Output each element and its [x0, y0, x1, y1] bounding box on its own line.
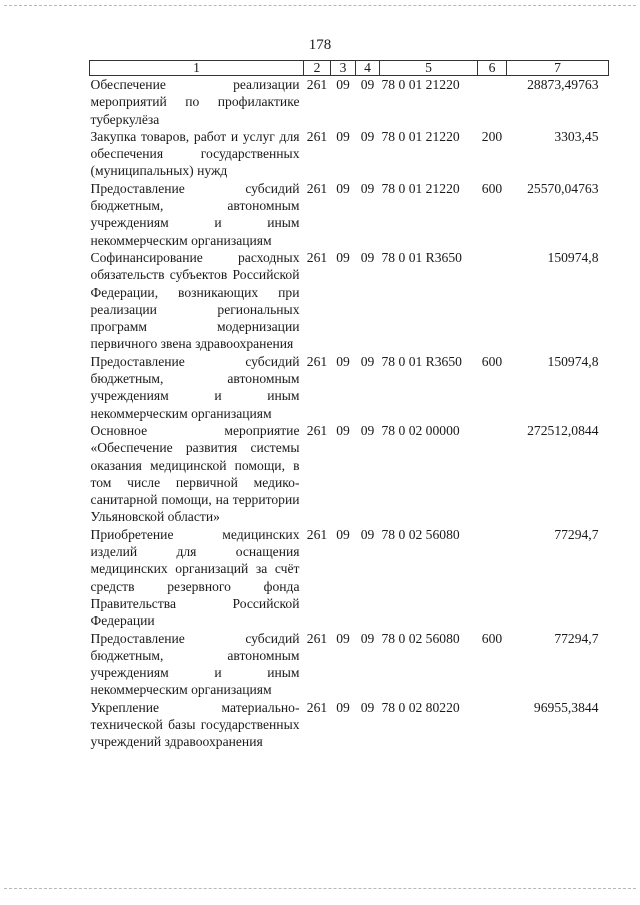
- header-col-2: 2: [304, 61, 331, 76]
- row-subsection: 09: [360, 128, 375, 144]
- row-name: Закупка товаров, работ и услуг для обеспечения государственных (муниципальных) нужд: [90, 128, 300, 179]
- row-target: 78 0 01 21220: [381, 77, 460, 92]
- row-expense-type: 600: [481, 353, 503, 369]
- row-amount: 272512,0844: [527, 422, 599, 438]
- row-name: Укрепление материально-технической базы государственных учреждений здравоохранения: [90, 699, 300, 750]
- row-target: 78 0 01 21220: [381, 128, 460, 144]
- row-section: 09: [336, 422, 350, 438]
- row-amount: 96955,3844: [533, 699, 599, 715]
- row-amount: 3303,45: [554, 128, 599, 144]
- table-row: [90, 180, 609, 249]
- row-ministry: 261: [306, 526, 328, 542]
- row-amount: 25570,04763: [527, 180, 599, 196]
- row-target: 78 0 01 21220: [381, 180, 460, 196]
- row-subsection: 09: [360, 526, 375, 542]
- row-ministry: 261: [306, 128, 328, 144]
- row-ministry: 261: [306, 353, 328, 369]
- row-ministry: 261: [306, 699, 328, 715]
- row-ministry: 261: [306, 249, 328, 265]
- table-row: [90, 699, 609, 751]
- row-subsection: 09: [360, 699, 375, 715]
- table-row: [90, 353, 609, 422]
- table-header: [90, 61, 609, 76]
- row-subsection: 09: [360, 630, 375, 646]
- row-subsection: 09: [360, 249, 375, 265]
- row-expense-type: [478, 699, 507, 751]
- row-subsection: 09: [360, 77, 375, 92]
- row-expense-type: [478, 422, 507, 526]
- header-row: [90, 61, 609, 76]
- header-col-4: 4: [356, 61, 380, 76]
- budget-table: [89, 60, 609, 751]
- row-expense-type: 600: [481, 630, 503, 646]
- row-target: 78 0 01 R3650: [381, 353, 462, 369]
- row-ministry: 261: [306, 630, 328, 646]
- row-amount: 77294,7: [554, 526, 599, 542]
- row-target: 78 0 02 00000: [381, 422, 460, 438]
- row-name: Обеспечение реализации мероприятий по профилактике туберкулёза: [90, 77, 300, 127]
- row-target: 78 0 02 56080: [381, 526, 460, 542]
- row-ministry: 261: [306, 180, 328, 196]
- row-amount: 150974,8: [547, 249, 599, 265]
- row-name: Приобретение медицинских изделий для оснащения медицинских организаций за счёт средств резервного фонда Правительства Российской Федерации: [90, 526, 300, 629]
- row-section: 09: [336, 526, 350, 542]
- row-expense-type: 200: [481, 128, 503, 144]
- row-section: 09: [336, 180, 350, 196]
- header-col-3: 3: [331, 61, 356, 76]
- row-subsection: 09: [360, 422, 375, 438]
- row-expense-type: [478, 76, 507, 128]
- row-section: 09: [336, 128, 350, 144]
- row-section: 09: [336, 630, 350, 646]
- row-name: Предоставление субсидий бюджетным, автономным учреждениям и иным некоммерческим организациям: [90, 353, 300, 421]
- row-ministry: 261: [306, 422, 328, 438]
- row-subsection: 09: [360, 180, 375, 196]
- row-amount: 28873,49763: [527, 77, 599, 92]
- header-col-7: 7: [507, 61, 609, 76]
- row-name: Предоставление субсидий бюджетным, автономным учреждениям и иным некоммерческим организациям: [90, 180, 300, 248]
- row-target: 78 0 01 R3650: [381, 249, 462, 265]
- row-expense-type: [478, 249, 507, 353]
- table-body: [90, 76, 609, 751]
- row-ministry: 261: [306, 77, 328, 92]
- row-section: 09: [336, 353, 350, 369]
- row-expense-type: 600: [481, 180, 503, 196]
- table-row: [90, 76, 609, 128]
- row-amount: 77294,7: [554, 630, 599, 646]
- header-col-6: 6: [478, 61, 507, 76]
- row-section: 09: [336, 249, 350, 265]
- header-col-5: 5: [380, 61, 478, 76]
- scan-top-edge: [4, 5, 636, 6]
- table-row: [90, 630, 609, 699]
- row-name: Основное мероприятие «Обеспечение развития системы оказания медицинской помощи, в том числе первичной медико-санитарной помощи, на территории Ульяновской области»: [90, 422, 300, 525]
- row-section: 09: [336, 77, 350, 92]
- row-target: 78 0 02 80220: [381, 699, 460, 715]
- row-section: 09: [336, 699, 350, 715]
- row-target: 78 0 02 56080: [381, 630, 460, 646]
- row-name: Софинансирование расходных обязательств субъектов Российской Федерации, возникающих при реализации региональных программ модернизации первичного звена здравоохранения: [90, 249, 300, 352]
- header-col-1: 1: [90, 61, 304, 76]
- table-row: [90, 422, 609, 526]
- table-row: [90, 128, 609, 180]
- scan-bottom-edge: [4, 888, 636, 889]
- row-name: Предоставление субсидий бюджетным, автономным учреждениям и иным некоммерческим организациям: [90, 630, 300, 698]
- page-number: 178: [308, 37, 332, 53]
- row-amount: 150974,8: [547, 353, 599, 369]
- table-row: [90, 526, 609, 630]
- table-row: [90, 249, 609, 353]
- row-expense-type: [478, 526, 507, 630]
- row-subsection: 09: [360, 353, 375, 369]
